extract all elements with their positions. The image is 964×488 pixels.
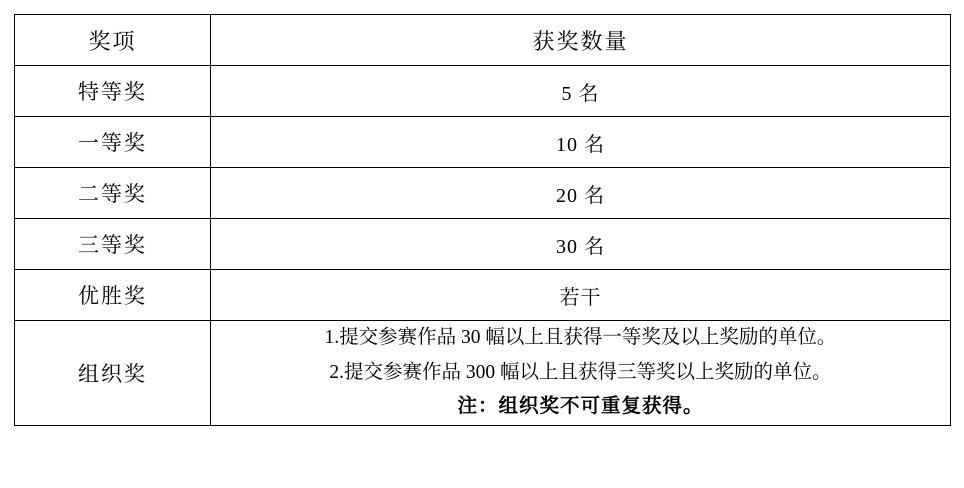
table-header-row [15, 15, 951, 66]
table-row [15, 117, 951, 168]
award-name: 一等奖 [15, 117, 211, 168]
award-name: 组织奖 [15, 321, 211, 426]
award-criteria [211, 321, 951, 426]
award-count: 5 名 [211, 66, 951, 117]
table-row [15, 219, 951, 270]
award-table [14, 14, 951, 426]
criteria-line-2: 2.提交参赛作品 300 幅以上且获得三等奖以上奖励的单位。 [329, 361, 832, 383]
award-name: 二等奖 [15, 168, 211, 219]
award-count: 30 名 [211, 219, 951, 270]
award-name: 优胜奖 [15, 270, 211, 321]
column-header-count: 获奖数量 [211, 15, 951, 66]
criteria-line-1: 1.提交参赛作品 30 幅以上且获得一等奖及以上奖励的单位。 [324, 327, 837, 348]
table-row-organization-award [15, 321, 951, 426]
table-row [15, 168, 951, 219]
column-header-award: 奖项 [15, 15, 211, 66]
award-count: 10 名 [211, 117, 951, 168]
table-row [15, 270, 951, 321]
table-row [15, 66, 951, 117]
award-name: 三等奖 [15, 219, 211, 270]
criteria-note: 注：组织奖不可重复获得。 [457, 396, 704, 418]
award-count: 20 名 [211, 168, 951, 219]
award-name: 特等奖 [15, 66, 211, 117]
award-count: 若干 [211, 270, 951, 321]
